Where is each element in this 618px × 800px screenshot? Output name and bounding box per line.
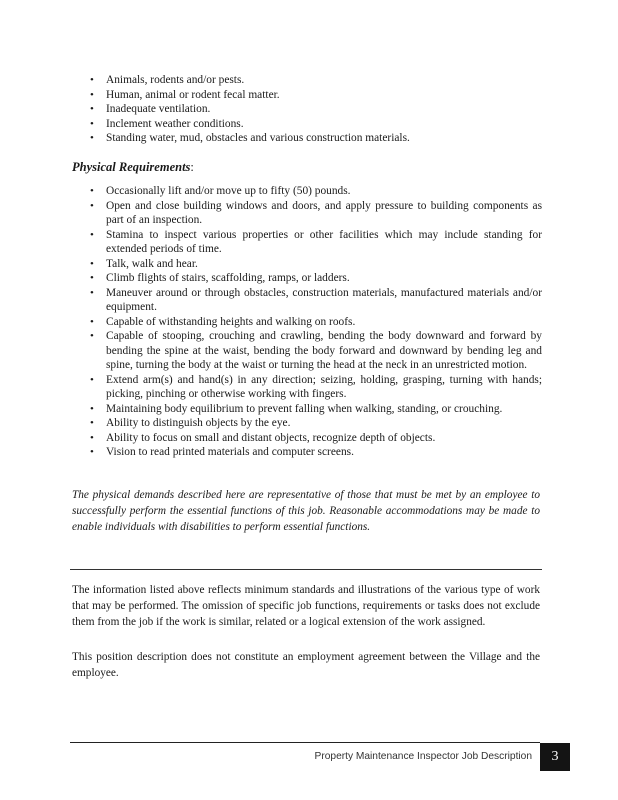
footer-divider (70, 742, 540, 743)
section-divider (70, 569, 542, 570)
section-heading-physical-requirements (72, 160, 194, 175)
list-item: • Stamina to inspect various properties or other facilities which may include standing for extended periods of time. (72, 228, 542, 257)
list-item: • Ability to distinguish objects by the eye. (72, 416, 542, 431)
page-number: 3 (540, 743, 570, 771)
list-item: • Ability to focus on small and distant objects, recognize depth of objects. (72, 431, 542, 446)
list-item: • Animals, rodents and/or pests. (72, 73, 542, 88)
list-item: • Capable of stooping, crouching and crawling, bending the body downward and forward by bending the spine at the waist, bending the body forward and downward by bending leg and spine, turning the body at the waist or turning the head at the neck in an unrestricted motion. (72, 329, 542, 373)
list-item: • Capable of withstanding heights and walking on roofs. (72, 315, 542, 330)
list-item: • Inadequate ventilation. (72, 102, 542, 117)
employment-agreement-paragraph: This position description does not constitute an employment agreement between the Village and the employee. (72, 651, 540, 679)
list-item: • Occasionally lift and/or move up to fifty (50) pounds. (72, 184, 542, 199)
list-item: • Human, animal or rodent fecal matter. (72, 88, 542, 103)
list-item: • Maintaining body equilibrium to prevent falling when walking, standing, or crouching. (72, 402, 542, 417)
list-item: • Maneuver around or through obstacles, construction materials, manufactured materials and/or equipment. (72, 286, 542, 315)
footer-title: Property Maintenance Inspector Job Description (314, 751, 532, 762)
list-item: • Vision to read printed materials and computer screens. (72, 445, 542, 460)
heading-colon: : (190, 160, 194, 174)
list-item: • Open and close building windows and doors, and apply pressure to building components as part of an inspection. (72, 199, 542, 228)
physical-demands-statement: The physical demands described here are representative of those that must be met by an employee to successfully perform the essential functions of this job. Reasonable accommodations may be made to enable individuals with disabilities to perform essential functions. (72, 489, 540, 533)
physical-requirements-list (72, 184, 542, 460)
list-item: • Talk, walk and hear. (72, 257, 542, 272)
list-item: • Inclement weather conditions. (72, 117, 542, 132)
list-item: • Climb flights of stairs, scaffolding, ramps, or ladders. (72, 271, 542, 286)
list-item: • Extend arm(s) and hand(s) in any direction; seizing, holding, grasping, turning with hands; picking, pinching or otherwise working with fingers. (72, 373, 542, 402)
disclaimer-paragraph: The information listed above reflects minimum standards and illustrations of the various type of work that may be performed. The omission of specific job functions, requirements or tasks does not exclude them from the job if the work is similar, related or a logical extension of the work assigned. (72, 584, 540, 628)
list-item: • Standing water, mud, obstacles and various construction materials. (72, 131, 542, 146)
environment-conditions-list (72, 73, 542, 146)
heading-text: Physical Requirements (72, 160, 191, 174)
